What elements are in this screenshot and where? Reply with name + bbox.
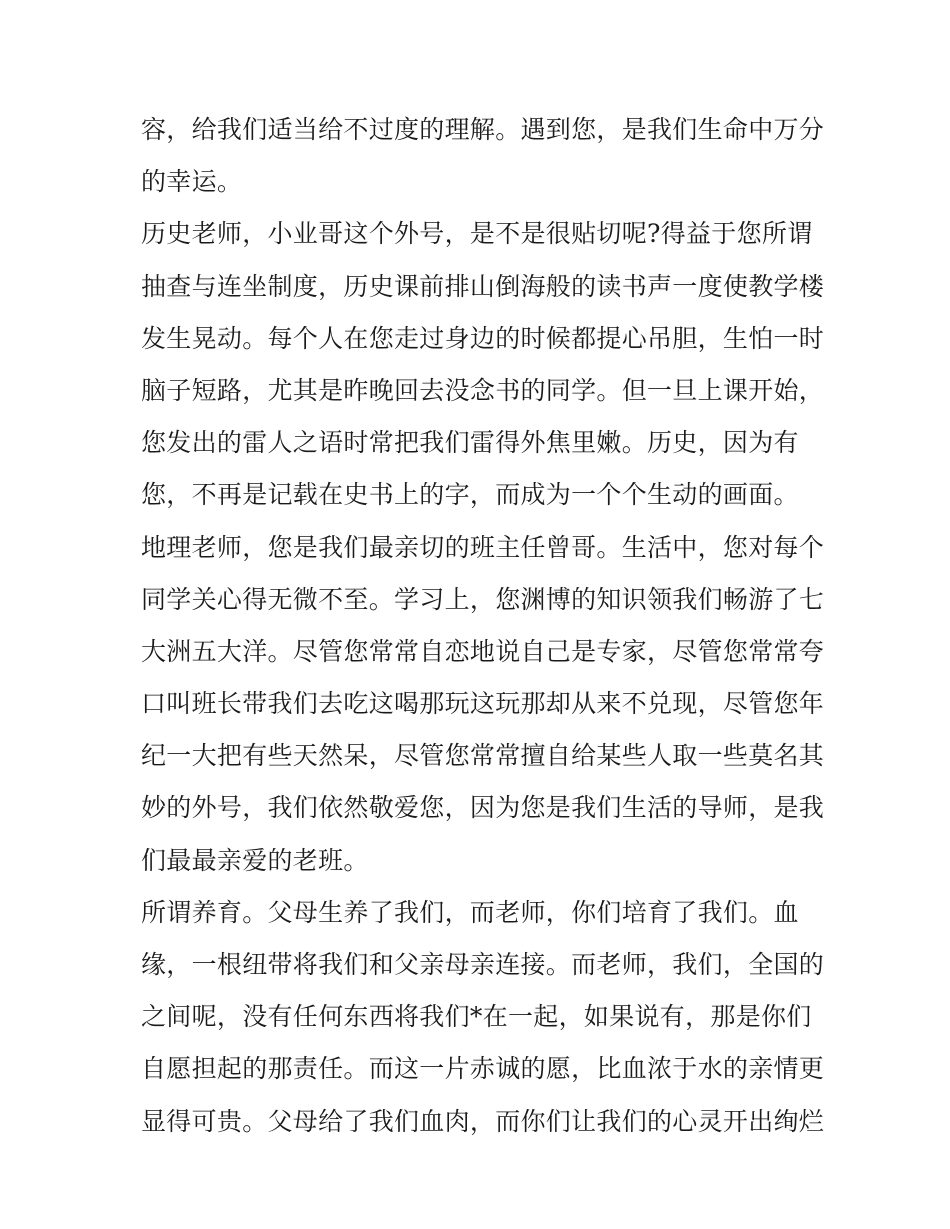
text-line: 发生晃动。每个人在您走过身边的时候都提心吊胆，生怕一时 [141, 323, 825, 353]
text-line: 容，给我们适当给不过度的理解。遇到您，是我们生命中万分 [141, 115, 825, 144]
text-line: 您，不再是记载在史书上的字，而成为一个个生动的画面。 [141, 480, 799, 510]
text-line: 自愿担起的那责任。而这一片赤诚的愿，比血浓于水的亲情更 [141, 1054, 825, 1084]
text-line: 显得可贵。父母给了我们血肉，而你们让我们的心灵开出绚烂 [141, 1106, 825, 1136]
text-line: 同学关心得无微不至。学习上，您渊博的知识领我们畅游了七 [141, 584, 825, 614]
text-line: 之间呢，没有任何东西将我们*在一起，如果说有，那是你们 [141, 1002, 812, 1032]
body-text [141, 104, 825, 1148]
text-line: 地理老师，您是我们最亲切的班主任曾哥。生活中，您对每个 [141, 532, 825, 562]
text-line: 缘，一根纽带将我们和父亲母亲连接。而老师，我们，全国的 [141, 950, 825, 979]
text-line: 们最最亲爱的老班。 [141, 845, 369, 875]
text-line: 所谓养育。父母生养了我们，而老师，你们培育了我们。血 [141, 897, 799, 927]
text-line: 口叫班长带我们去吃这喝那玩这玩那却从来不兑现，尽管您年 [141, 689, 825, 719]
text-line: 脑子短路，尤其是昨晚回去没念书的同学。但一旦上课开始， [141, 375, 825, 405]
text-line: 大洲五大洋。尽管您常常自恋地说自己是专家，尽管您常常夸 [141, 636, 825, 666]
text-line: 的幸运。 [141, 167, 243, 197]
text-line: 抽查与连坐制度，历史课前排山倒海般的读书声一度使教学楼 [141, 271, 825, 301]
text-line: 妙的外号，我们依然敬爱您，因为您是我们生活的导师，是我 [141, 793, 825, 823]
text-line: 历史老师，小业哥这个外号，是不是很贴切呢?得益于您所谓 [141, 219, 813, 249]
text-line: 纪一大把有些天然呆，尽管您常常擅自给某些人取一些莫名其 [141, 741, 825, 771]
text-line: 您发出的雷人之语时常把我们雷得外焦里嫩。历史，因为有 [141, 428, 799, 458]
